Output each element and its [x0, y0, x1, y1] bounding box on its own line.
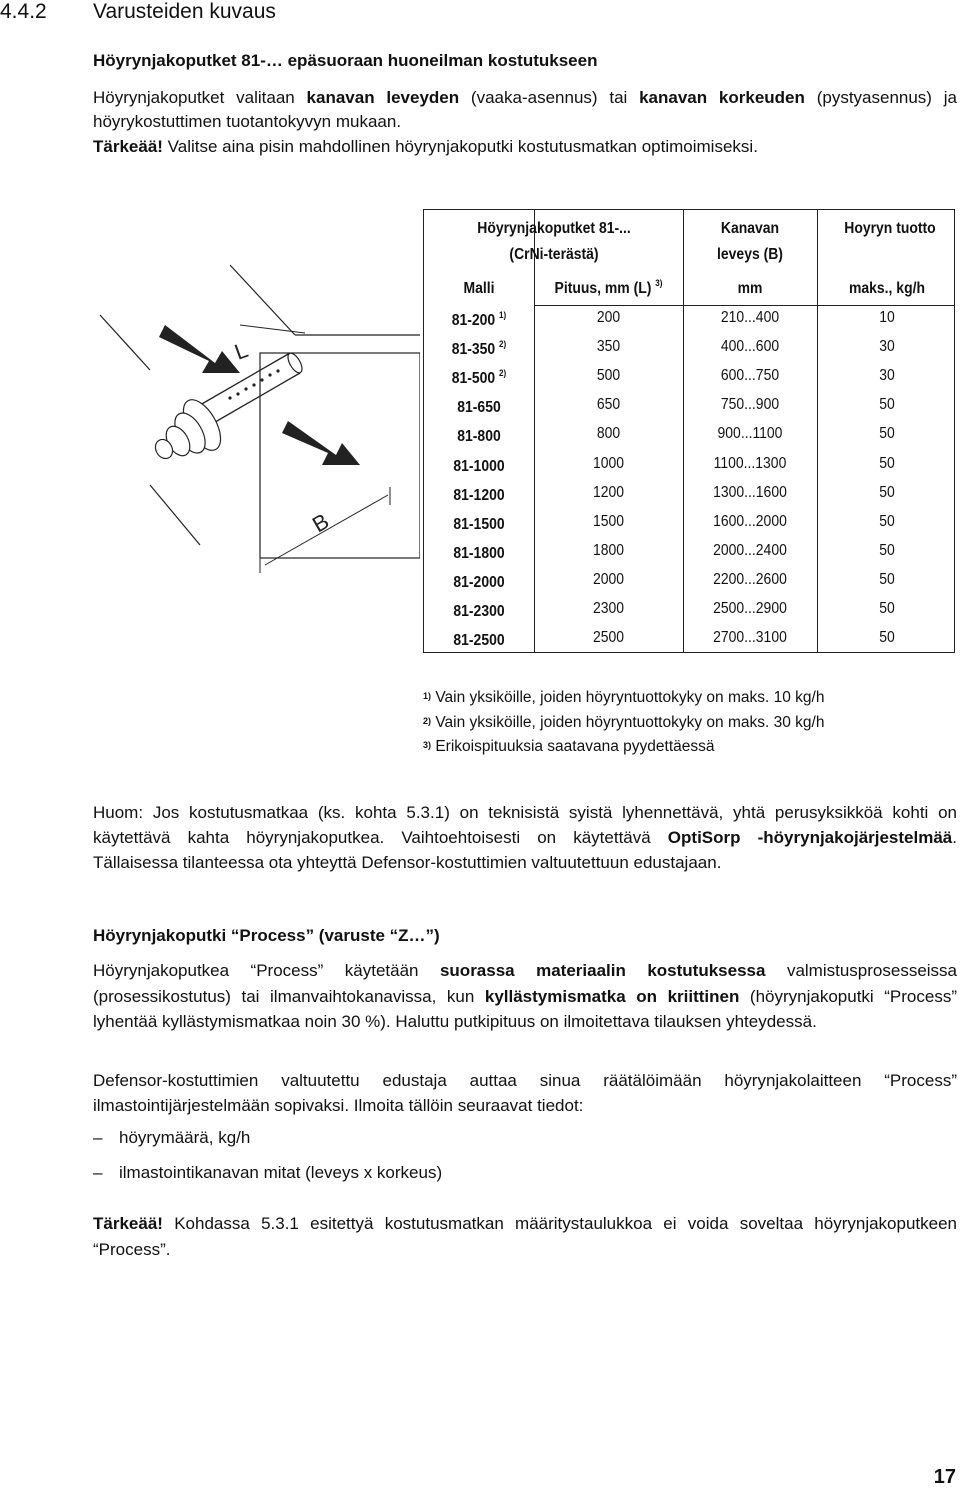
col-length-label: Pituus, mm (L)	[554, 280, 652, 297]
list-item-text: höyrymäärä, kg/h	[119, 1128, 251, 1147]
header-duct-1: Kanavan	[720, 220, 780, 237]
row-length: 350	[596, 338, 621, 356]
row-width: 2000...2400	[713, 541, 787, 559]
row-width: 600...750	[720, 367, 780, 385]
row-output: 30	[879, 338, 895, 356]
footnote-text: Vain yksiköille, joiden höyryntuottokyky on maks. 10 kg/h	[431, 689, 825, 706]
pipe-table	[423, 209, 955, 653]
row-output: 50	[879, 483, 895, 501]
model-code: 81-200	[451, 312, 496, 329]
part1-paragraph	[93, 86, 957, 134]
page-number: 17	[933, 1466, 956, 1488]
row-length: 2000	[592, 570, 625, 588]
header-duct-2: leveys (B)	[717, 246, 783, 263]
section-title	[0, 0, 276, 24]
section-number: 4.4.2	[0, 0, 47, 23]
text: . Tällaisessa tilanteessa ota yhteyttä Defensor-kostuttimien valtuutettuun edustajaan.	[93, 828, 957, 872]
model-code: 81-2500	[453, 632, 505, 650]
emphasis: OptiSorp -höyrynjakojärjestelmää	[667, 828, 953, 847]
row-width: 2700...3100	[713, 629, 787, 647]
footnote-text: Erikoispituuksia saatavana pyydettäessä	[431, 738, 715, 755]
list-item-text: ilmastointikanavan mitat (leveys x korkeus)	[119, 1163, 443, 1182]
text: valmistusprosesseissa (prosessikostutus) tai ilmanvaihtokanavissa, kun	[93, 961, 958, 1006]
model-code: 81-2000	[453, 573, 505, 591]
row-output: 50	[879, 396, 895, 414]
row-width: 2500...2900	[713, 600, 787, 617]
model-code: 81-500	[451, 370, 496, 388]
part2-important	[93, 1211, 957, 1263]
row-length: 2500	[592, 629, 625, 647]
header-divider	[534, 305, 954, 306]
row-output: 50	[879, 541, 895, 559]
row-output: 50	[879, 629, 895, 647]
row-model	[430, 370, 529, 388]
model-note: 1)	[499, 310, 507, 320]
pipe-diagram	[90, 255, 420, 585]
row-output: 50	[879, 570, 895, 588]
footnote	[423, 735, 943, 760]
text: (höyrynjakoputki “Process” lyhentää kyllästymismatkaa noin 30 %). Haluttu putkipituus on ilmoitettava tilauksen yhteydessä.	[93, 986, 957, 1031]
dash: –	[93, 1163, 103, 1182]
row-length: 1500	[592, 512, 625, 530]
row-length: 1000	[592, 454, 625, 472]
row-model	[430, 574, 529, 592]
footnotes	[423, 686, 943, 760]
text: Höyrynjakoputket valitaan	[93, 88, 307, 107]
row-length: 500	[596, 367, 621, 385]
row-output: 50	[879, 600, 895, 617]
row-width: 400...600	[720, 338, 780, 356]
row-length: 2300	[592, 600, 625, 617]
col-length-note: 3)	[655, 278, 663, 288]
dash: –	[93, 1128, 103, 1147]
text: (pystyasennus) ja höyrykostuttimen tuotantokyvyn mukaan.	[93, 88, 957, 131]
header-pipes-2: (CrNi-terästä)	[509, 246, 599, 263]
model-code: 81-1500	[453, 515, 505, 533]
row-length: 1800	[592, 541, 625, 559]
row-width: 1100...1300	[713, 454, 787, 472]
emphasis: kanavan korkeuden	[639, 88, 805, 107]
row-width: 210...400	[720, 309, 780, 326]
row-model	[430, 399, 529, 417]
emphasis: suorassa materiaalin kostutuksessa	[439, 961, 766, 980]
row-length: 1200	[592, 483, 625, 501]
row-model	[430, 341, 529, 359]
important-label: Tärkeää!	[93, 137, 163, 156]
header-pipes-1: Höyrynjakoputket 81-...	[477, 220, 631, 237]
row-model	[430, 428, 529, 446]
text: Huom: Jos kostutusmatkaa (ks. kohta 5.3.1) on teknisistä syistä lyhennettävä, yhtä perusyksikköä kohti on käytettävä kahta höyrynjakoputkea. Vaihtoehtoisesti on käytettävä	[93, 803, 957, 847]
footnote-mark: 1)	[423, 691, 432, 701]
list-item	[93, 1163, 442, 1183]
part2-heading: Höyrynjakoputki “Process” (varuste “Z…”)	[93, 926, 440, 945]
row-length: 800	[596, 425, 621, 443]
col-length	[541, 280, 675, 298]
footnote-mark: 2)	[423, 715, 432, 726]
row-width: 2200...2600	[713, 570, 787, 588]
emphasis: kanavan leveyden	[306, 88, 460, 107]
emphasis: kyllästymismatka on kriittinen	[484, 986, 740, 1006]
model-note: 2)	[499, 368, 507, 379]
column-divider	[534, 210, 535, 652]
part1-heading: Höyrynjakoputket 81-… epäsuoraan huoneilman kostutukseen	[93, 51, 598, 70]
col-width: mm	[737, 280, 763, 297]
row-length: 200	[596, 309, 621, 326]
model-code: 81-1000	[453, 457, 505, 475]
text: (vaaka-asennus) tai	[459, 88, 640, 107]
row-model	[430, 603, 529, 621]
row-model	[430, 632, 529, 650]
model-code: 81-800	[457, 428, 501, 446]
footnote	[423, 711, 943, 736]
footnote-mark: 3)	[423, 740, 432, 750]
model-code: 81-350	[451, 341, 496, 359]
header-output: Hoyryn tuotto	[844, 220, 936, 237]
row-output: 30	[879, 367, 895, 385]
col-model: Malli	[463, 280, 495, 297]
part2-paragraph-2: Defensor-kostuttimien valtuutettu edustaja auttaa sinua räätälöimään höyrynjakolaitteen “Process” ilmastointijärjestelmään sopivaksi. Ilmoita tällöin seuraavat tiedot:	[93, 1071, 957, 1115]
row-model	[430, 516, 529, 534]
row-output: 50	[879, 512, 895, 530]
section-title-text: Varusteiden kuvaus	[93, 0, 276, 23]
part1-important	[93, 135, 957, 159]
model-code: 81-1800	[453, 544, 505, 562]
model-code: 81-650	[457, 399, 501, 417]
text: Höyrynjakoputkea “Process” käytetään	[93, 961, 440, 980]
row-width: 1600...2000	[713, 512, 787, 530]
row-output: 50	[879, 454, 895, 472]
model-code: 81-1200	[453, 486, 505, 504]
row-model	[430, 545, 529, 563]
important-text: Kohdassa 5.3.1 esitettyä kostutusmatkan määritystaulukkoa ei voida soveltaa höyrynjakoputkeen “Process”.	[93, 1214, 957, 1259]
row-width: 900...1100	[717, 425, 783, 443]
row-width: 1300...1600	[713, 483, 787, 501]
row-model	[430, 487, 529, 505]
footnote	[423, 686, 943, 711]
column-divider	[683, 210, 684, 652]
length-label: L	[231, 337, 252, 365]
footnote-text: Vain yksiköille, joiden höyryntuottokyky on maks. 30 kg/h	[431, 713, 825, 731]
important-label: Tärkeää!	[93, 1214, 163, 1233]
column-divider	[817, 210, 818, 652]
row-model	[430, 458, 529, 476]
model-note: 2)	[499, 339, 507, 350]
important-text: Valitse aina pisin mahdollinen höyrynjakoputki kostutusmatkan optimoimiseksi.	[162, 137, 758, 156]
row-length: 650	[596, 396, 621, 414]
row-output: 10	[879, 309, 895, 326]
note-paragraph	[93, 800, 957, 875]
row-width: 750...900	[720, 396, 780, 414]
row-output: 50	[879, 425, 895, 443]
width-label: B	[308, 508, 334, 538]
model-code: 81-2300	[453, 603, 505, 620]
col-output: maks., kg/h	[849, 280, 925, 297]
part2-paragraph-1	[93, 958, 957, 1035]
list-item	[93, 1128, 250, 1148]
row-model	[430, 312, 529, 330]
